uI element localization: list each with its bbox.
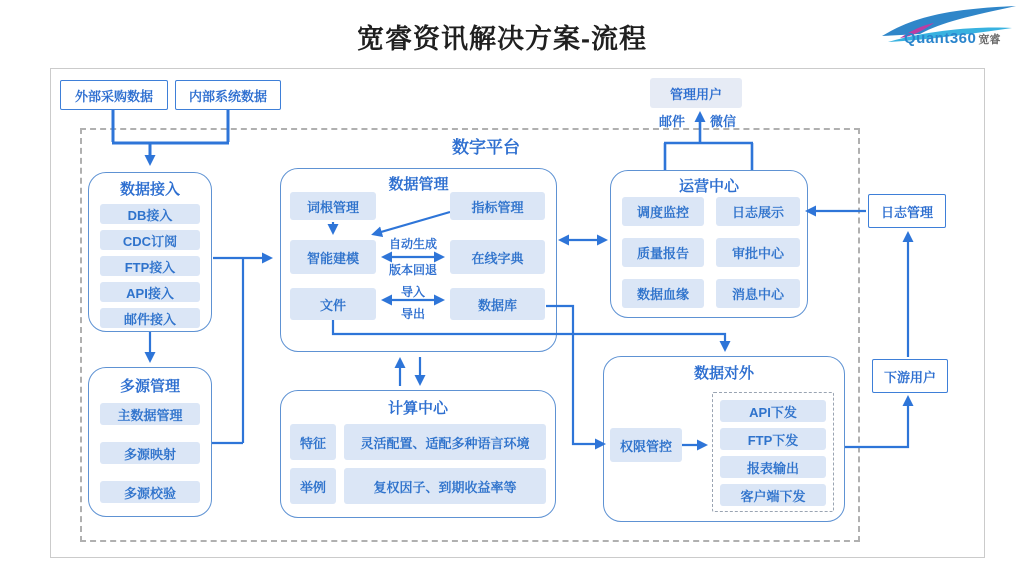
diagram-title: 宽睿资讯解决方案-流程 — [357, 23, 647, 54]
ops-item: 质量报告 — [622, 238, 704, 267]
multi-source-item: 多源映射 — [100, 442, 200, 464]
compute-row-label: 举例 — [290, 468, 336, 504]
ops-item: 审批中心 — [716, 238, 800, 267]
ops-item: 日志展示 — [716, 197, 800, 226]
multi-source-item: 主数据管理 — [100, 403, 200, 425]
data-access-item: DB接入 — [100, 204, 200, 224]
compute-row-desc: 复权因子、到期收益率等 — [344, 468, 546, 504]
compute-title: 计算中心 — [387, 399, 448, 417]
data-mgmt-title: 数据管理 — [388, 175, 449, 193]
label-export: 导出 — [400, 306, 425, 321]
platform-label: 数字平台 — [452, 137, 520, 157]
data-access-item: 邮件接入 — [100, 308, 200, 328]
compute-row-label: 特征 — [290, 424, 336, 460]
node-file: 文件 — [290, 288, 376, 320]
log-mgmt-box: 日志管理 — [868, 194, 946, 228]
out-channel: FTP下发 — [720, 428, 826, 450]
source-external-box: 外部采购数据 — [60, 80, 168, 110]
brand-logo — [878, 4, 1020, 58]
multi-source-title: 多源管理 — [119, 377, 180, 395]
multi-source-item: 多源校验 — [100, 481, 200, 503]
data-access-item: API接入 — [100, 282, 200, 302]
permission-gate: 权限管控 — [610, 428, 682, 462]
brand-text-cn: 宽睿 — [978, 34, 1001, 46]
out-channel: 报表输出 — [720, 456, 826, 478]
node-indicator: 指标管理 — [450, 192, 545, 220]
admin-users-box: 管理用户 — [650, 78, 742, 108]
ops-item: 消息中心 — [716, 279, 800, 308]
node-database: 数据库 — [450, 288, 545, 320]
brand-text: Quant360 — [904, 30, 977, 47]
node-word-root: 词根管理 — [290, 192, 376, 220]
data-access-item: FTP接入 — [100, 256, 200, 276]
label-auto-generate: 自动生成 — [388, 236, 437, 251]
source-internal-box: 内部系统数据 — [175, 80, 281, 110]
compute-row-desc: 灵活配置、适配多种语言环境 — [344, 424, 546, 460]
email-label: 邮件 — [658, 113, 685, 129]
out-channel: API下发 — [720, 400, 826, 422]
label-version-rollback: 版本回退 — [388, 262, 437, 277]
data-out-title: 数据对外 — [693, 364, 754, 382]
data-access-title: 数据接入 — [119, 180, 180, 198]
downstream-users-box: 下游用户 — [872, 359, 948, 393]
node-modeling: 智能建模 — [290, 240, 376, 274]
ops-title: 运营中心 — [678, 177, 739, 195]
wechat-label: 微信 — [709, 113, 736, 129]
data-access-item: CDC订阅 — [100, 230, 200, 250]
node-dictionary: 在线字典 — [450, 240, 545, 274]
out-channel: 客户端下发 — [720, 484, 826, 506]
ops-item: 调度监控 — [622, 197, 704, 226]
ops-item: 数据血缘 — [622, 279, 704, 308]
label-import: 导入 — [400, 284, 425, 299]
